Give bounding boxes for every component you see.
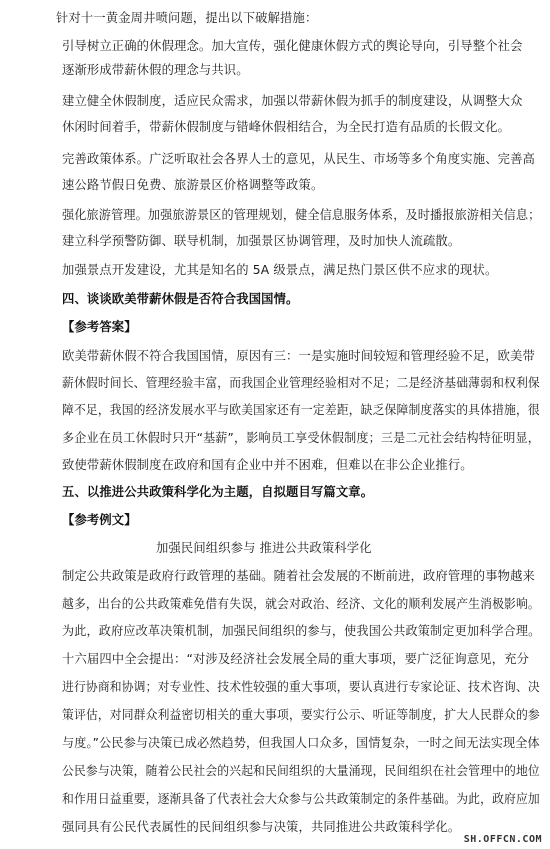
paragraph-line: 薪休假时间长、管理经验丰富，而我国企业管理经验相对不足；二是经济基础薄弱和权利保 — [62, 376, 540, 390]
paragraph-line: 加强景点开发建设，尤其是知名的 5A 级景点，满足热门景区供不应求的现状。 — [62, 263, 498, 277]
site-watermark: SH.OFFCN.COM — [463, 834, 542, 845]
paragraph-line: 引导树立正确的休假理念。加大宣传，强化健康休假方式的舆论导向，引导整个社会 — [62, 39, 523, 53]
paragraph-line: 建立科学预警防御、联导机制，加强景区协调管理，及时加快人流疏散。 — [62, 234, 461, 248]
paragraph-line: 建立健全休假制度，适应民众需求，加强以带薪休假为抓手的制度建设，从调整大众 — [62, 94, 523, 108]
section-heading-4: 四、谈谈欧美带薪休假是否符合我国国情。 — [62, 292, 299, 306]
section-heading-5: 五、以推进公共政策科学化为主题，自拟题目写篇文章。 — [62, 485, 374, 499]
paragraph-line: 致使带薪休假制度在政府和国有企业中并不困难，但难以在非公企业推行。 — [62, 458, 473, 472]
paragraph-line: 逐渐形成带薪休假的理念与共识。 — [62, 63, 249, 77]
essay-title: 加强民间组织参与 推进公共政策科学化 — [156, 541, 372, 555]
paragraph-line: 休闲时间着手，带薪休假制度与错峰休假相结合，为全民打造有品质的长假文化。 — [62, 120, 511, 134]
paragraph-line: 为此，政府应改革决策机制，加强民间组织的参与，使我国公共政策制定更加科学合理。 — [62, 624, 541, 638]
paragraph-line: 公民参与决策，随着公民社会的兴起和民间组织的大量涌现，民间组织在社会管理中的地位 — [62, 764, 540, 778]
paragraph-line: 十六届四中全会提出：“对涉及经济社会发展全局的重大事项，要广泛征询意见，充分 — [62, 652, 530, 666]
paragraph-line: 越多，出台的公共政策难免借有失误，就会对政治、经济、文化的顺利发展产生消极影响。 — [62, 597, 540, 611]
reference-answer-label: 【参考答案】 — [62, 320, 137, 334]
reference-essay-label: 【参考例文】 — [62, 513, 137, 527]
paragraph-line: 速公路节假日免费、旅游景区价格调整等政策。 — [62, 178, 324, 192]
paragraph-line: 多企业在员工休假时只开“基薪”，影响员工享受休假制度；三是二元社会结构特征明显， — [62, 431, 541, 445]
paragraph-line: 策评估，对同群众利益密切相关的重大事项，要实行公示、听证等制度，扩大人民群众的参 — [62, 708, 540, 722]
paragraph-line: 完善政策体系。广泛听取社会各界人士的意见，从民生、市场等多个角度实施、完善高 — [62, 152, 535, 166]
paragraph-line: 进行协商和协调；对专业性、技术性较强的重大事项，要认真进行专家论证、技术咨询、决 — [62, 680, 540, 694]
paragraph-line: 障不足，我国的经济发展水平与欧美国家还有一定差距，缺乏保障制度落实的具体措施，很 — [62, 403, 540, 417]
paragraph-line: 欧美带薪休假不符合我国国情，原因有三：一是实施时间较短和管理经验不足，欧美带 — [62, 349, 535, 363]
paragraph-line: 与度。”公民参与决策已成必然趋势，但我国人口众多，国情复杂，一时之间无法实现全体 — [62, 736, 540, 750]
paragraph-line: 制定公共政策是政府行政管理的基础。随着社会发展的不断前进，政府管理的事物越来 — [62, 569, 535, 583]
paragraph-line: 和作用日益重要，逐渐具备了代表社会大众参与公共政策制定的条件基础。为此，政府应加 — [62, 792, 540, 806]
paragraph-line: 强化旅游管理。加强旅游景区的管理规划，健全信息服务体系，及时播报旅游相关信息； — [62, 208, 541, 222]
paragraph-intro: 针对十一黄金周井喷问题，提出以下破解措施： — [56, 11, 318, 25]
paragraph-line: 强同具有公民代表属性的民间组织参与决策，共同推进公共政策科学化。 — [62, 820, 461, 834]
